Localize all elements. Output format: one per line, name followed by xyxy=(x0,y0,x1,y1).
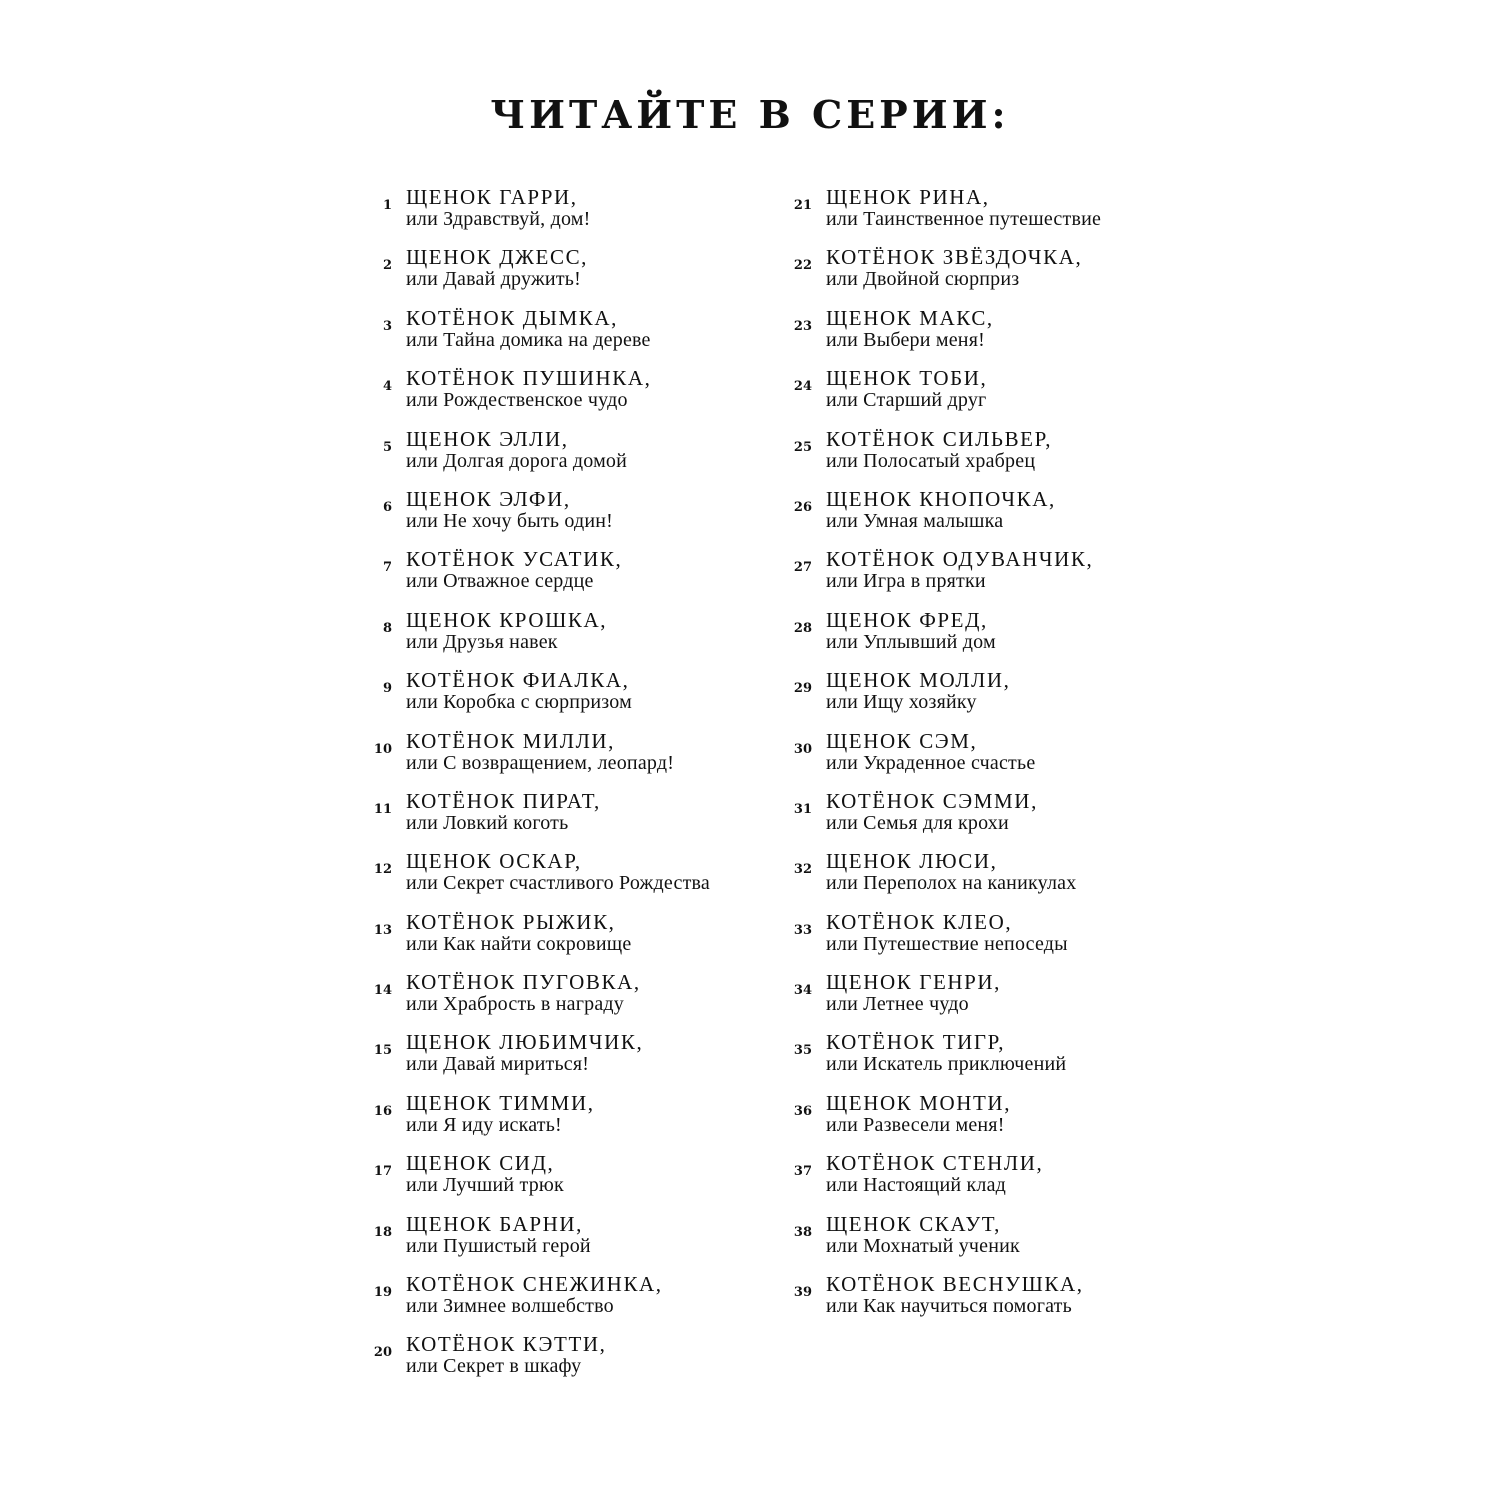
book-subtitle: или Умная малышка xyxy=(826,509,1004,532)
book-number: 24 xyxy=(793,379,812,395)
book-item xyxy=(356,548,766,608)
book-subtitle: или Ловкий коготь xyxy=(406,811,569,834)
book-item xyxy=(776,1213,1196,1273)
book-subtitle: или Выбери меня! xyxy=(826,328,985,351)
book-subtitle: или Отважное сердце xyxy=(406,570,594,593)
book-subtitle: или Пушистый герой xyxy=(406,1234,591,1257)
book-name: ЩЕНОК БАРНИ, xyxy=(406,1211,584,1236)
book-subtitle: или Мохнатый ученик xyxy=(826,1234,1020,1257)
book-name: КОТЁНОК ФИАЛКА, xyxy=(406,668,630,693)
book-name: ЩЕНОК МОЛЛИ, xyxy=(826,668,1011,693)
book-item xyxy=(776,548,1196,608)
book-item xyxy=(776,971,1196,1031)
book-item xyxy=(776,790,1196,850)
book-name: ЩЕНОК ГАРРИ, xyxy=(406,185,578,209)
book-subtitle: или Путешествие непоседы xyxy=(826,932,1068,955)
book-name: КОТЁНОК ТИГР, xyxy=(826,1030,1006,1055)
book-item xyxy=(776,307,1196,367)
book-name: КОТЁНОК ПУГОВКА, xyxy=(406,970,641,995)
book-item xyxy=(356,790,766,850)
book-number: 36 xyxy=(793,1103,812,1119)
book-number: 34 xyxy=(793,983,812,999)
book-subtitle: или Давай дружить! xyxy=(406,268,581,291)
book-item xyxy=(356,307,766,367)
book-number: 11 xyxy=(373,801,392,817)
book-number: 1 xyxy=(382,198,392,213)
book-number: 33 xyxy=(793,922,812,938)
book-subtitle: или Развесели меня! xyxy=(826,1113,1005,1136)
book-item xyxy=(356,1213,766,1273)
book-number: 39 xyxy=(793,1285,812,1301)
book-subtitle: или Я иду искать! xyxy=(406,1113,562,1136)
book-name: КОТЁНОК СТЕНЛИ, xyxy=(826,1151,1044,1176)
book-subtitle: или Не хочу быть один! xyxy=(406,509,614,532)
book-name: ЩЕНОК ДЖЕСС, xyxy=(406,245,589,270)
book-name: ЩЕНОК ЛЮБИМЧИК, xyxy=(406,1030,644,1055)
book-subtitle: или Тайна домика на дереве xyxy=(406,328,651,351)
book-subtitle: или Уплывший дом xyxy=(826,630,996,653)
book-item xyxy=(356,488,766,548)
book-subtitle: или Здравствуй, дом! xyxy=(406,208,591,230)
book-list-left-column xyxy=(356,186,766,1394)
book-item xyxy=(356,609,766,669)
book-number: 4 xyxy=(382,379,392,395)
book-number: 7 xyxy=(382,560,392,576)
book-item xyxy=(776,1092,1196,1152)
book-number: 13 xyxy=(373,922,392,938)
book-name: КОТЁНОК ПИРАТ, xyxy=(406,788,601,813)
book-item xyxy=(356,367,766,427)
book-number: 20 xyxy=(373,1345,392,1361)
book-name: ЩЕНОК СЭМ, xyxy=(826,728,978,753)
book-subtitle: или Старший друг xyxy=(826,389,987,412)
book-subtitle: или Летнее чудо xyxy=(826,993,969,1016)
book-name: ЩЕНОК СИД, xyxy=(406,1151,555,1176)
book-subtitle: или Таинственное путешествие xyxy=(826,208,1102,230)
book-number: 32 xyxy=(793,862,812,878)
book-item xyxy=(356,1333,766,1393)
book-subtitle: или Переполох на каникулах xyxy=(826,872,1077,895)
book-number: 9 xyxy=(382,681,392,697)
book-name: ЩЕНОК КРОШКА, xyxy=(406,607,608,632)
book-list-right-column xyxy=(776,186,1196,1333)
book-number: 31 xyxy=(793,801,812,817)
book-subtitle: или Как найти сокровище xyxy=(406,932,632,955)
book-name: ЩЕНОК ЛЮСИ, xyxy=(826,849,998,874)
book-item xyxy=(776,367,1196,427)
book-item xyxy=(356,669,766,729)
book-subtitle: или Друзья навек xyxy=(406,630,558,653)
book-number: 28 xyxy=(793,620,812,636)
book-name: ЩЕНОК ОСКАР, xyxy=(406,849,582,874)
book-item xyxy=(356,911,766,971)
book-subtitle: или Долгая дорога домой xyxy=(406,449,628,472)
book-number: 6 xyxy=(382,499,392,515)
book-name: ЩЕНОК КНОПОЧКА, xyxy=(826,486,1056,511)
book-number: 25 xyxy=(793,439,812,455)
book-number: 17 xyxy=(373,1164,392,1180)
book-name: ЩЕНОК ТОБИ, xyxy=(826,366,988,391)
book-item xyxy=(776,609,1196,669)
book-item xyxy=(776,730,1196,790)
book-item xyxy=(776,488,1196,548)
book-item xyxy=(776,246,1196,306)
book-subtitle: или Как научиться помогать xyxy=(826,1295,1072,1318)
book-name: КОТЁНОК КЭТТИ, xyxy=(406,1332,607,1357)
book-number: 5 xyxy=(382,439,392,455)
book-number: 38 xyxy=(793,1224,812,1240)
book-subtitle: или Давай мириться! xyxy=(406,1053,590,1076)
book-number: 19 xyxy=(373,1285,392,1301)
book-number: 2 xyxy=(382,258,392,274)
book-name: КОТЁНОК ДЫМКА, xyxy=(406,305,619,330)
book-name: ЩЕНОК РИНА, xyxy=(826,185,990,209)
book-name: КОТЁНОК СИЛЬВЕР, xyxy=(826,426,1053,451)
book-subtitle: или Секрет в шкафу xyxy=(406,1355,582,1378)
book-name: ЩЕНОК СКАУТ, xyxy=(826,1211,1001,1236)
book-name: КОТЁНОК ПУШИНКА, xyxy=(406,366,652,391)
book-number: 18 xyxy=(373,1224,392,1240)
book-subtitle: или Коробка с сюрпризом xyxy=(406,691,632,714)
book-subtitle: или С возвращением, леопард! xyxy=(406,751,675,774)
book-item xyxy=(776,1273,1196,1333)
book-subtitle: или Украденное счастье xyxy=(826,751,1036,774)
page-title: ЧИТАЙТЕ В СЕРИИ: xyxy=(490,92,1010,137)
book-name: ЩЕНОК МОНТИ, xyxy=(826,1090,1012,1115)
book-name: ЩЕНОК ЭЛЛИ, xyxy=(406,426,569,451)
book-number: 27 xyxy=(793,560,812,576)
book-subtitle: или Рождественское чудо xyxy=(406,389,628,412)
book-name: ЩЕНОК ЭЛФИ, xyxy=(406,486,571,511)
book-name: КОТЁНОК СЭММИ, xyxy=(826,788,1038,813)
book-name: ЩЕНОК МАКС, xyxy=(826,305,994,330)
book-number: 12 xyxy=(373,862,392,878)
book-name: ЩЕНОК ФРЕД, xyxy=(826,607,988,632)
book-subtitle: или Храбрость в награду xyxy=(406,993,624,1016)
book-subtitle: или Полосатый храбрец xyxy=(826,449,1036,472)
book-number: 30 xyxy=(793,741,812,757)
book-item xyxy=(356,186,766,246)
book-subtitle: или Секрет счастливого Рождества xyxy=(406,872,710,895)
book-number: 8 xyxy=(382,620,392,636)
book-item xyxy=(776,669,1196,729)
book-number: 14 xyxy=(373,983,392,999)
book-name: ЩЕНОК ГЕНРИ, xyxy=(826,970,1002,995)
book-number: 16 xyxy=(373,1103,392,1119)
book-item xyxy=(356,1152,766,1212)
book-subtitle: или Двойной сюрприз xyxy=(826,268,1020,291)
book-number: 3 xyxy=(382,318,392,334)
book-subtitle: или Семья для крохи xyxy=(826,811,1009,834)
book-item xyxy=(356,730,766,790)
book-subtitle: или Ищу хозяйку xyxy=(826,691,977,714)
book-number: 29 xyxy=(793,681,812,697)
book-item xyxy=(356,246,766,306)
book-number: 35 xyxy=(793,1043,812,1059)
book-name: КОТЁНОК СНЕЖИНКА, xyxy=(406,1272,663,1297)
book-item xyxy=(356,1092,766,1152)
book-item xyxy=(776,911,1196,971)
book-item xyxy=(356,971,766,1031)
book-subtitle: или Лучший трюк xyxy=(406,1174,564,1197)
book-item xyxy=(356,1031,766,1091)
book-item xyxy=(356,850,766,910)
book-name: КОТЁНОК ЗВЁЗДОЧКА, xyxy=(826,245,1083,270)
book-number: 10 xyxy=(373,741,392,757)
book-name: КОТЁНОК ОДУВАНЧИК, xyxy=(826,547,1094,572)
book-subtitle: или Зимнее волшебство xyxy=(406,1295,614,1318)
book-number: 23 xyxy=(793,318,812,334)
book-number: 26 xyxy=(793,499,812,515)
book-subtitle: или Игра в прятки xyxy=(826,570,986,593)
book-name: КОТЁНОК РЫЖИК, xyxy=(406,909,616,934)
book-number: 37 xyxy=(793,1164,812,1180)
book-name: КОТЁНОК КЛЕО, xyxy=(826,909,1013,934)
book-number: 22 xyxy=(793,258,812,274)
book-item xyxy=(776,1152,1196,1212)
book-name: КОТЁНОК ВЕСНУШКА, xyxy=(826,1272,1084,1297)
book-subtitle: или Искатель приключений xyxy=(826,1053,1067,1076)
book-name: КОТЁНОК МИЛЛИ, xyxy=(406,728,616,753)
book-number: 21 xyxy=(793,198,812,213)
book-item xyxy=(776,850,1196,910)
book-item xyxy=(356,428,766,488)
book-item xyxy=(776,428,1196,488)
book-name: КОТЁНОК УСАТИК, xyxy=(406,547,623,572)
book-item xyxy=(776,186,1196,246)
book-number: 15 xyxy=(373,1043,392,1059)
book-name: ЩЕНОК ТИММИ, xyxy=(406,1090,595,1115)
book-subtitle: или Настоящий клад xyxy=(826,1174,1007,1197)
book-item xyxy=(356,1273,766,1333)
book-item xyxy=(776,1031,1196,1091)
